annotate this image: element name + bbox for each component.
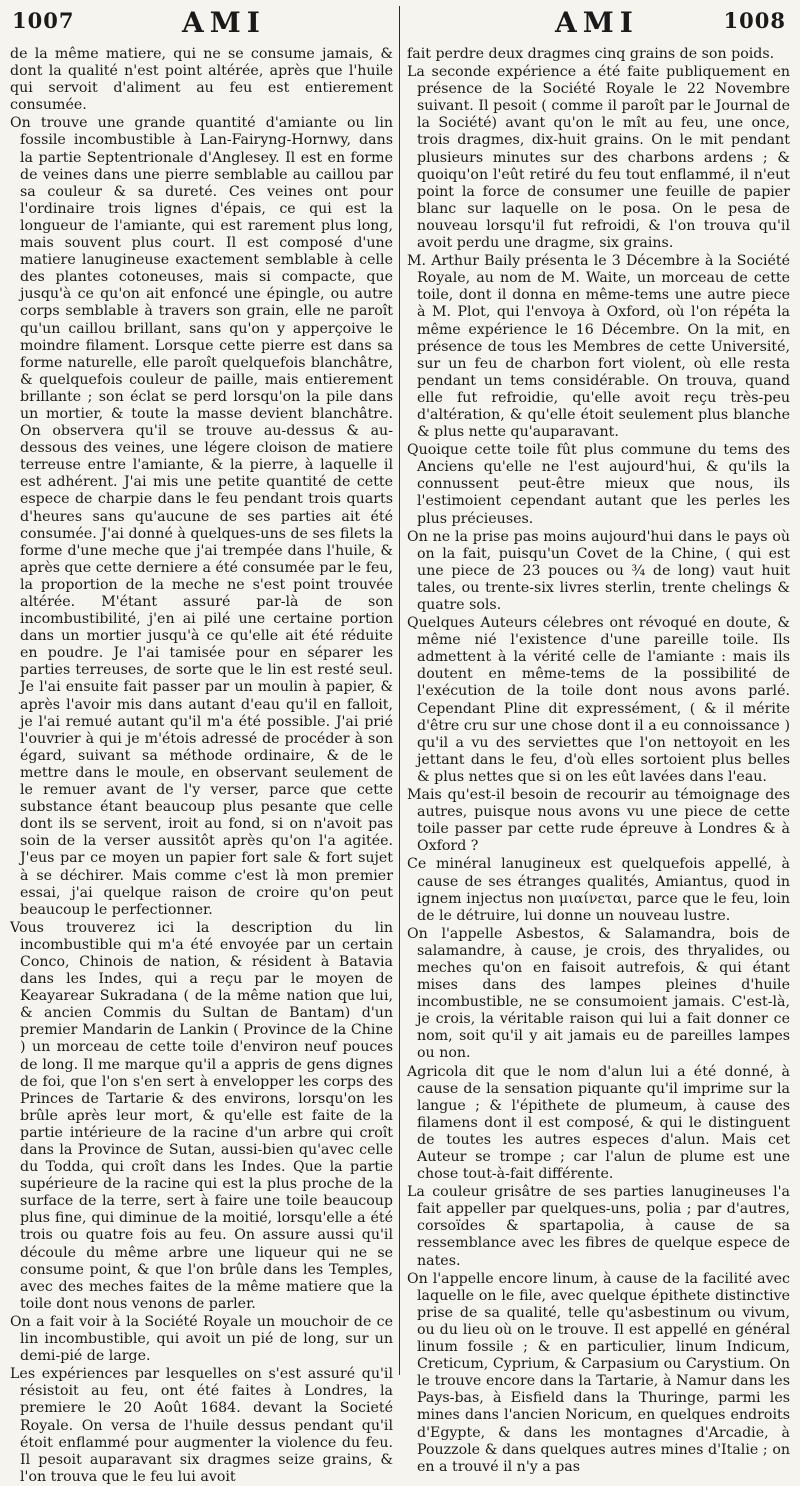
paragraph: fait perdre deux dragmes cinq grains de son poids. — [407, 46, 775, 62]
paragraph: On l'appelle encore linum, à cause de la facilité avec laquelle on le file, avec quelque épithete distinctive prise de sa qualité, telle qu'asbestinum ou vivum, ou du lieu où on le trouve. Il est appellé en général linum fossile ; & en particulier, linum Indicum, Creticum, Cyprium, & Carpasium ou Carystium. On le trouve encore dans la Tartarie, à Namur dans les Pays-bas, à Eisfield dans la Thuringe, parmi les mines dans l'ancien Noricum, en quelques endroits d'Egypte, & dans les montagnes d'Arcadie, à Pouzzole & dans quelques autres mines d'Italie ; on en a trouvé il n'y a pas — [407, 1270, 790, 1475]
paragraph: Quoique cette toile fût plus commune du tems des Anciens qu'elle ne l'est aujourd'hui, & qu'ils la connussent peut-être mieux que nous, ils l'estimoient cependant autant que les perles les plus précieuses. — [407, 442, 790, 527]
paragraph: Ce minéral lanugineux est quelquefois appellé, à cause de ses étranges qualités, Amiantus, quod in ignem injectus non μιαίνεται, parce que le feu, loin de le détruire, lui donne un nouveau lustre. — [407, 856, 790, 924]
paragraph: On trouve une grande quantité d'amiante ou lin fossile incombustible à Lan-Fairyng-Hornwy, dans la partie Septentrionale d'Anglesey. Il est en forme de veines dans une pierre semblable au caillou par sa couleur & sa dureté. Ces veines ont pour l'ordinaire trois lignes d'épais, ce qui est la longueur de l'amiante, qui est rarement plus long, mais souvent plus court. Il est composé d'une matiere lanugineuse exactement semblable à celle des plantes cotoneuses, mais si compacte, que jusqu'à ce qu'on ait enfoncé une épingle, ou autre corps semblable à travers son grain, elle ne paroît qu'un caillou brillant, sans qu'on y apperçoive le moindre filament. Lorsque cette pierre est dans sa forme naturelle, elle paroît quelquefois blanchâtre, & quelquefois couleur de paille, mais entierement brillante ; son éclat se perd lorsqu'on la pile dans un mortier, & toute la masse devient blanchâtre. On observera qu'il se trouve au-dessus & au-dessous des veines, une légere cloison de matiere terreuse entre l'amiante, & la pierre, à laquelle il est adhérent. J'ai mis une petite quantité de cette espece de charpie dans le feu pendant trois quarts d'heures sans qu'aucune de ses parties ait été consumée. J'ai donné à quelques-uns de ses filets la forme d'une meche que j'ai trempée dans l'huile, & après que cette derniere a été consumée par le feu, la proportion de la meche ne s'est point trouvée altérée. M'étant assuré par-là de son incombustibilité, j'en ai pilé une certaine portion dans un mortier jusqu'à ce qu'elle ait été réduite en poudre. Je l'ai tamisée pour en séparer les parties terreuses, de sorte que le lin est resté seul. Je l'ai ensuite fait passer par un moulin à papier, & après l'avoir mis dans autant d'eau qu'il en falloit, je l'ai remué autant qu'il m'a été possible. J'ai prié l'ouvrier à qui je m'étois adressé de procéder à son égard, suivant sa méthode ordinaire, & de le mettre dans le moule, en observant seulement de le remuer avant de l'y verser, parce que cette substance étant beaucoup plus pesante que celle dont ils se servent, iroit au fond, si on n'avoit pas soin de la verser aussitôt après qu'on l'a agitée. J'eus par ce moyen un papier fort sale & fort sujet à se déchirer. Mais comme c'est là mon premier essai, j'ai quelque raison de croire qu'on peut beaucoup le perfectionner. — [10, 115, 393, 918]
left-page-number: 1007 — [12, 8, 75, 33]
paragraph: Mais qu'est-il besoin de recourir au témoignage des autres, puisque nous avons vu une piece de cette toile passer par cette rude épreuve à Londres & à Oxford ? — [407, 787, 790, 855]
paragraph: La seconde expérience a été faite publiquement en présence de la Société Royale le 22 Novembre suivant. Il pesoit ( comme il paroît par le Journal de la Société) avant qu'on le mît au feu, une once, trois dragmes, dix-huit grains. On le mit pendant plusieurs minutes sur des charbons ardens ; & quoiqu'on l'eût retiré du feu tout enflammé, il n'eut point la force de consumer une feuille de papier blanc sur laquelle on le posa. On le pesa de nouveau lorsqu'il fut refroidi, & l'on trouva qu'il avoit perdu une dragme, six grains. — [407, 64, 790, 252]
left-column — [10, 46, 393, 1485]
right-page-number: 1008 — [723, 8, 786, 33]
text-columns — [10, 46, 790, 1485]
paragraph: La couleur grisâtre de ses parties lanugineuses l'a fait appeller par quelques-uns, polia ; par d'autres, corsoïdes & spartapolia, à cause de sa ressemblance avec les fibres de quelque espece de nates. — [407, 1184, 790, 1269]
page-header — [10, 6, 790, 46]
paragraph: de la même matiere, qui ne se consume jamais, & dont la qualité n'est point altérée, après que l'huile qui servoit d'aliment au feu est entierement consumée. — [10, 46, 393, 114]
column-divider — [399, 6, 400, 1375]
paragraph: Quelques Auteurs célebres ont révoqué en doute, & même nié l'existence d'une pareille toile. Ils admettent à la vérité celle de l'amiante : mais ils doutent en même-tems de la possibilité de l'exécution de la toile dont nous avons parlé. Cependant Pline dit expressément, ( & il mérite d'être cru sur une chose dont il a eu connoissance ) qu'il a vu des serviettes que l'on nettoyoit en les jettant dans le feu, d'où elles sortoient plus belles & plus nettes que si on les eût lavées dans l'eau. — [407, 615, 790, 785]
paragraph: Vous trouverez ici la description du lin incombustible qui m'a été envoyée par un certain Conco, Chinois de nation, & résident à Batavia dans les Indes, qui a reçu par le moyen de Keayarear Sukradana ( de la même nation que lui, & ancien Commis du Sultan de Bantam) d'un premier Mandarin de Lankin ( Province de la Chine ) un morceau de cette toile d'environ neuf pouces de long. Il me marque qu'il a appris de gens dignes de foi, que l'on s'en sert à envelopper les corps des Princes de Tartarie & des environs, lorsqu'on les brûle après leur mort, & qu'elle est faite de la partie intérieure de la racine d'un arbre qui croît dans la Province de Sutan, aussi-bien qu'avec celle du Todda, qui croît dans les Indes. Que la partie supérieure de la racine qui est la plus proche de la surface de la terre, sert à faire une toile beaucoup plus fine, qui diminue de la moitié, lorsqu'elle a été trois ou quatre fois au feu. On assure aussi qu'il découle du même arbre une liqueur qui ne se consume point, & que l'on brûle dans les Temples, avec des meches faites de la même matiere que la toile dont nous venons de parler. — [10, 919, 393, 1312]
right-running-head: AMI — [555, 6, 639, 39]
paragraph: Les expériences par lesquelles on s'est assuré qu'il résistoit au feu, ont été faites à Londres, la premiere le 20 Août 1684. devant la Societé Royale. On versa de l'huile dessus pendant qu'il étoit enflammé pour augmenter la violence du feu. Il pesoit auparavant six dragmes seize grains, & l'on trouva que le feu lui avoit — [10, 1366, 393, 1485]
left-running-head: AMI — [182, 6, 266, 39]
paragraph: On a fait voir à la Société Royale un mouchoir de ce lin incombustible, qui avoit un pié de long, sur un demi-pié de large. — [10, 1313, 393, 1365]
paragraph: On ne la prise pas moins aujourd'hui dans le pays où on la fait, puisqu'un Covet de la Chine, ( qui est une piece de 23 pouces ou ¾ de long) vaut huit tales, ou trente-six livres sterlin, trente chelings & quatre sols. — [407, 528, 790, 613]
right-column — [407, 46, 790, 1475]
paragraph: M. Arthur Baily présenta le 3 Décembre à la Société Royale, au nom de M. Waite, un morceau de cette toile, dont il donna en même-tems une autre piece à M. Plot, qui l'envoya à Oxford, où l'on répéta la même expérience le 16 Décembre. On la mit, en présence de tous les Membres de cette Université, sur un feu de charbon fort violent, où elle resta pendant un tems considérable. On trouva, quand elle fut refroidie, qu'elle avoit reçu très-peu d'altération, & qu'elle étoit seulement plus blanche & plus nette qu'auparavant. — [407, 253, 790, 441]
paragraph: On l'appelle Asbestos, & Salamandra, bois de salamandre, à cause, je crois, des thryalides, ou meches qu'on en faisoit autrefois, & qui étant mises dans des lampes pleines d'huile incombustible, ne se consumoient jamais. C'est-là, je crois, la véritable raison qui lui a fait donner ce nom, soit qu'il y ait jamais eu de pareilles lampes ou non. — [407, 925, 790, 1062]
paragraph: Agricola dit que le nom d'alun lui a été donné, à cause de la sensation piquante qu'il imprime sur la langue ; & l'épithete de plumeum, à cause des filamens dont il est composé, & qui le distinguent de toutes les autres especes d'alun. Mais cet Auteur se trompe ; car l'alun de plume est une chose tout-à-fait différente. — [407, 1063, 790, 1183]
